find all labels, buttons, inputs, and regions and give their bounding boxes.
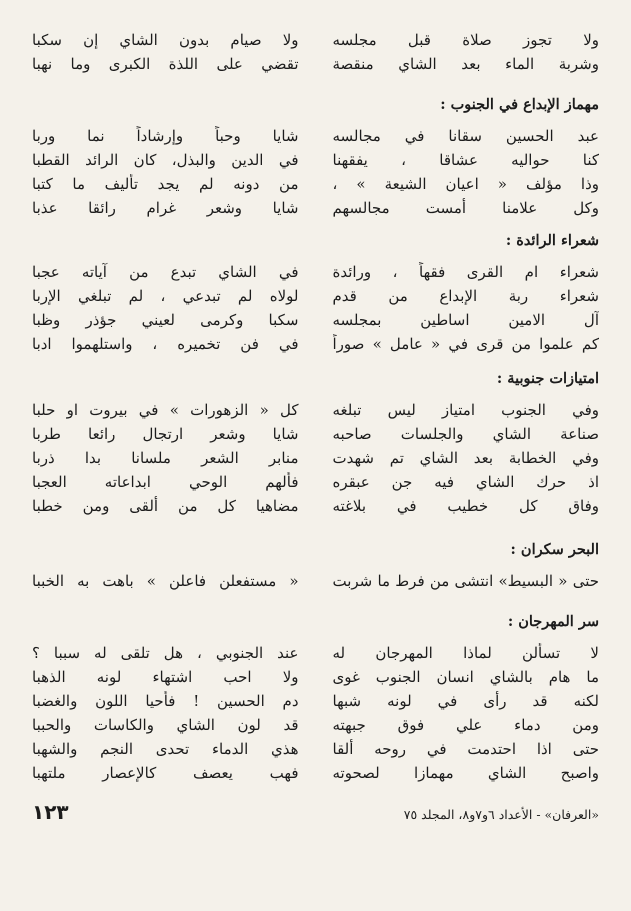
verse-second-hemistich: ولا صيام بدون الشاي إن سكبا xyxy=(32,31,299,49)
section-heading: مهماز الإبداع في الجنوب : xyxy=(440,96,599,113)
poem-section xyxy=(32,533,599,595)
verse-second-hemistich: في فن تخميره ، واستلهموا ادبا xyxy=(32,335,299,353)
verse-first-hemistich: كم علموا من قرى في « عامل » صوراً xyxy=(332,335,599,353)
verse-second-hemistich: تقضي على اللذة الكبرى وما نهبا xyxy=(32,55,299,73)
verse-first-hemistich: وشربة الماء بعد الشاي منقصة xyxy=(332,55,599,73)
verse-first-hemistich: ولا تجوز صلاة قبل مجلسه xyxy=(332,31,599,49)
verse-second-hemistich: « مستفعلن فاعلن » باهت به الخببا xyxy=(32,572,299,590)
verse-second-hemistich: قد لون الشاي والكاسات والحببا xyxy=(32,716,299,734)
verse-first-hemistich: صناعة الشاي والجلسات صاحبه xyxy=(332,425,599,443)
verse-second-hemistich: في الدين والبذل، كان الرائد القطبا xyxy=(32,151,299,169)
poem-section xyxy=(32,605,599,787)
page-number: ١٢٣ xyxy=(32,800,69,824)
verse-list xyxy=(32,643,599,787)
verse-second-hemistich: مضاهيا كل من ألقى ومن خطبا xyxy=(32,497,299,515)
verse-second-hemistich: ولا احب اشتهاء لونه الذهبا xyxy=(32,668,299,686)
verse-second-hemistich: شايا وشعر ارتجال رائعا طربا xyxy=(32,425,299,443)
verse-first-hemistich: وفي الخطابة بعد الشاي تم شهدت xyxy=(332,449,599,467)
verse-list xyxy=(32,571,599,595)
verse-second-hemistich: فهب يعصف كالإعصار ملتهبا xyxy=(32,764,299,782)
verse-first-hemistich: كنا حواليه عشاقا ، يفقهنا xyxy=(332,151,599,169)
poem-section xyxy=(32,224,599,358)
verse-first-hemistich: حتى اذا احتدمت في روحه ألقا xyxy=(332,740,599,758)
verse-second-hemistich: فألهم الوحي ابداعاته العجبا xyxy=(32,473,299,491)
verse-first-hemistich: حتى « البسيط» انتشى من فرط ما شربت xyxy=(332,572,599,590)
verse-first-hemistich: شعراء ربة الإبداع من قدم xyxy=(332,287,599,305)
verse-second-hemistich: منابر الشعر ملسانا بدا ذربا xyxy=(32,449,299,467)
verse-second-hemistich: هذي الدماء تحدى النجم والشهبا xyxy=(32,740,299,758)
section-heading: البحر سكران : xyxy=(510,541,599,558)
verse-first-hemistich: ومن دماء علي فوق جبهته xyxy=(332,716,599,734)
page-footer xyxy=(32,800,599,824)
verse-first-hemistich: لا تسألن لماذا المهرجان له xyxy=(332,644,599,662)
poem-section xyxy=(32,30,599,78)
verse-second-hemistich: لولاه لم تبدعي ، لم تبلغي الإربا xyxy=(32,287,299,305)
verse-list xyxy=(32,30,599,78)
poem-section xyxy=(32,362,599,520)
poem-section xyxy=(32,88,599,222)
section-heading: شعراء الرائدة : xyxy=(505,232,599,249)
section-heading: سر المهرجان : xyxy=(507,613,599,630)
verse-second-hemistich: شايا وحباً وإرشاداً نما وربا xyxy=(32,127,299,145)
verse-second-hemistich: من دونه لم يجد تأليف ما كتبا xyxy=(32,175,299,193)
verse-list xyxy=(32,262,599,358)
verse-second-hemistich: عند الجنوبي ، هل تلقى له سببا ؟ xyxy=(32,644,299,662)
verse-first-hemistich: اذ حرك الشاي فيه جن عبقره xyxy=(332,473,599,491)
verse-list xyxy=(32,400,599,520)
verse-first-hemistich: وفاق كل خطيب في بلاغته xyxy=(332,497,599,515)
verse-first-hemistich: ما هام بالشاي انسان الجنوب غوى xyxy=(332,668,599,686)
verse-second-hemistich: شايا وشعر غرام رائقا عذبا xyxy=(32,199,299,217)
verse-second-hemistich: دم الحسين ! فأحيا اللون والغضبا xyxy=(32,692,299,710)
verse-first-hemistich: آل الامين اساطين بمجلسه xyxy=(332,311,599,329)
verse-second-hemistich: سكبا وكرمى لعيني جؤذر وظبا xyxy=(32,311,299,329)
journal-citation: «العرفان» - الأعداد ٦و٧و٨، المجلد ٧٥ xyxy=(403,807,599,822)
verse-list xyxy=(32,126,599,222)
verse-first-hemistich: واصبح الشاي مهمازا لصحوته xyxy=(332,764,599,782)
verse-first-hemistich: شعراء ام القرى فقهاً ، ورائدة xyxy=(332,263,599,281)
verse-first-hemistich: عبد الحسين سقانا في مجالسه xyxy=(332,127,599,145)
verse-first-hemistich: وكل علامنا أمست مجالسهم xyxy=(332,199,599,217)
section-heading: امتيازات جنوبية : xyxy=(496,370,599,387)
verse-first-hemistich: وفي الجنوب امتياز ليس تبلغه xyxy=(332,401,599,419)
verse-second-hemistich: في الشاي تبدع من آياته عجبا xyxy=(32,263,299,281)
verse-first-hemistich: لكنه قد رأى في لونه شبها xyxy=(332,692,599,710)
verse-second-hemistich: كل « الزهورات » في بيروت او حلبا xyxy=(32,401,299,419)
verse-first-hemistich: وذا مؤلف « اعيان الشيعة » ، xyxy=(332,175,599,193)
